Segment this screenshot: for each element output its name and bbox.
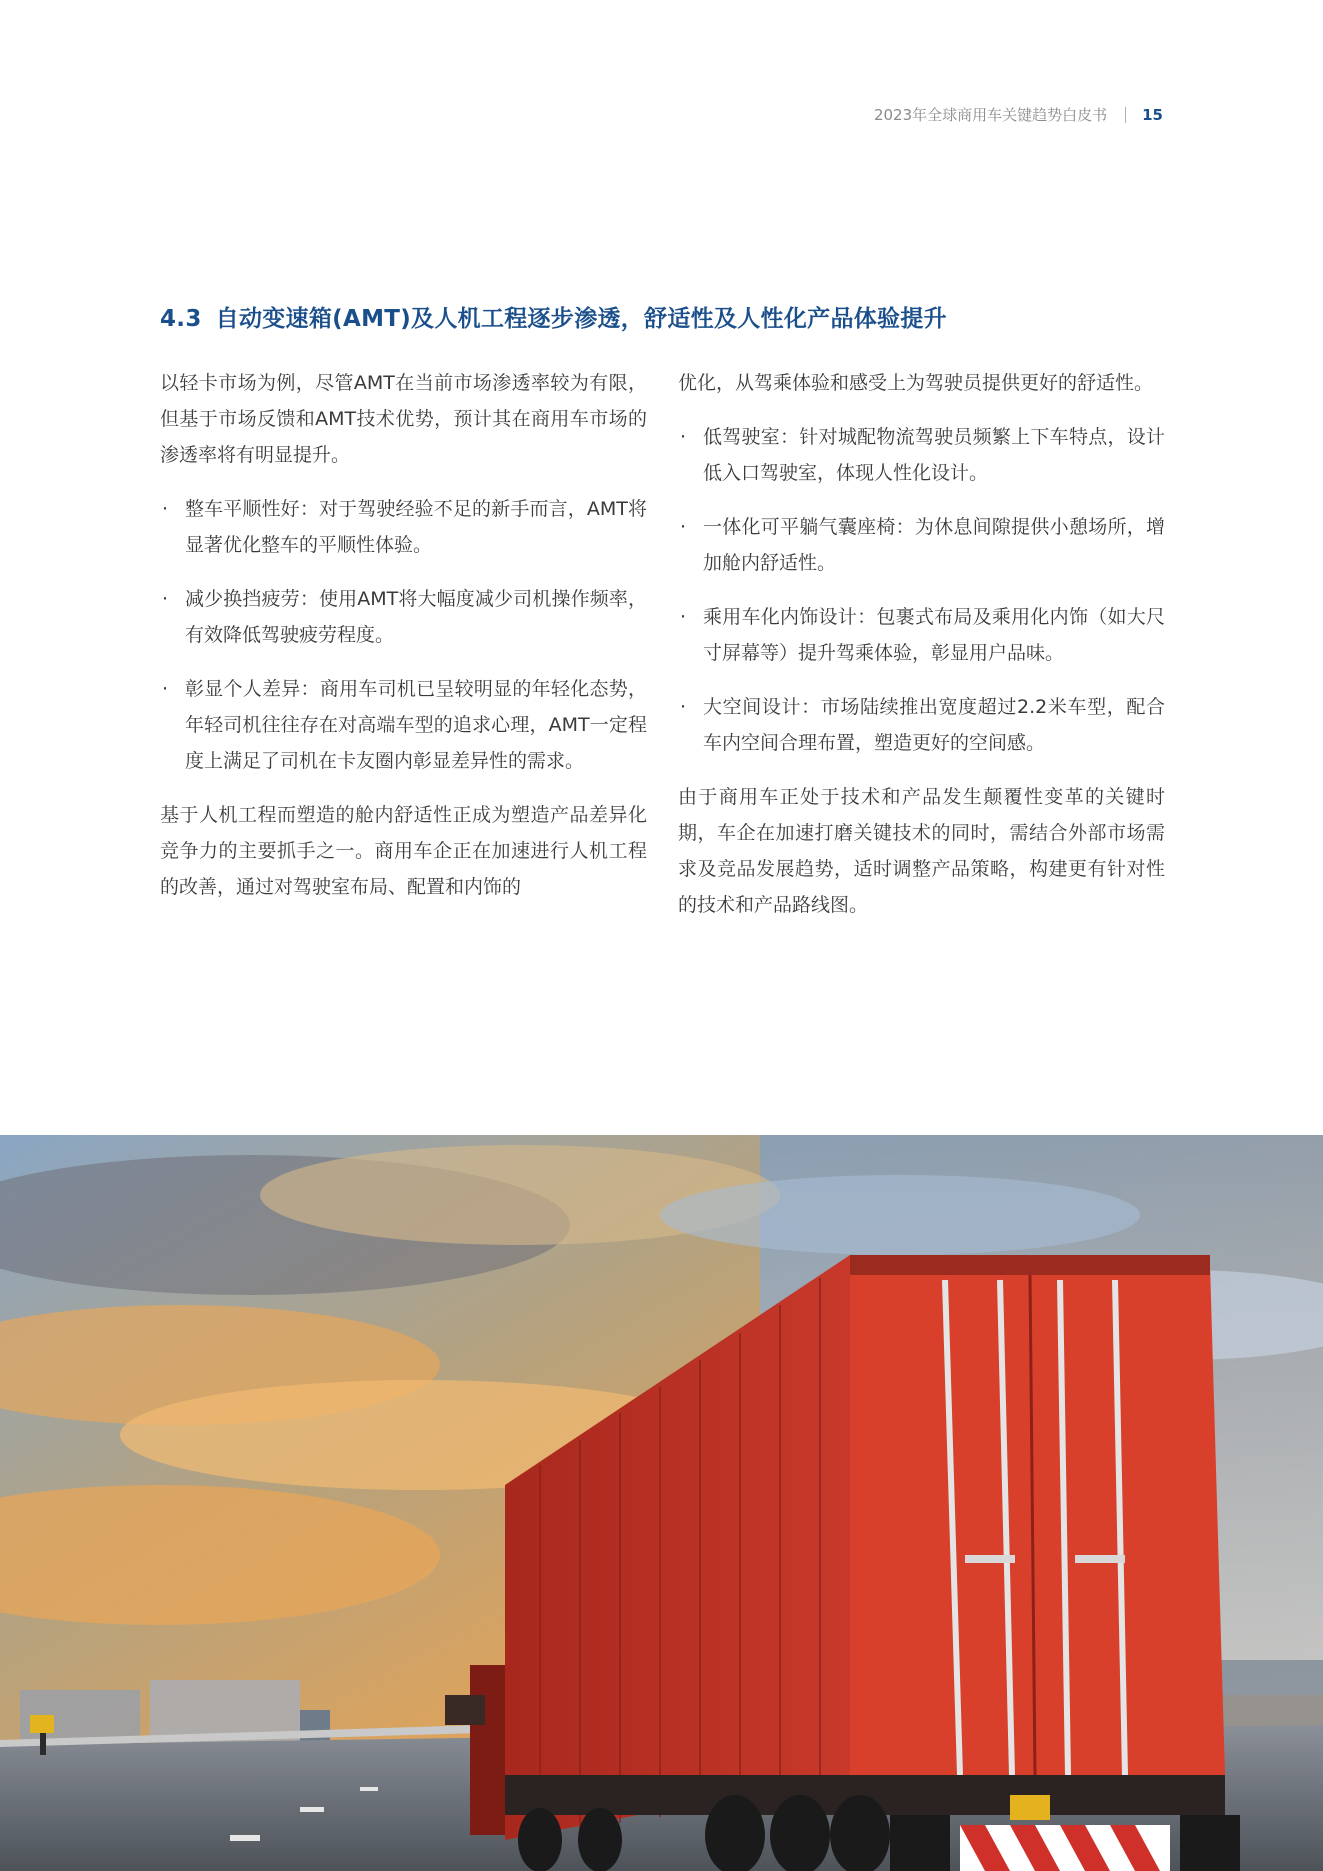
bullet-dot: · [162, 498, 169, 520]
right-bullet-list [678, 419, 1165, 761]
left-intro-paragraph: 以轻卡市场为例，尽管AMT在当前市场渗透率较为有限，但基于市场反馈和AMT技术优势，预计其在商用车市场的渗透率将有明显提升。 [160, 372, 647, 466]
section-heading [160, 300, 1170, 333]
bullet-dot: · [680, 426, 687, 448]
left-bullet-text: 整车平顺性好：对于驾驶经验不足的新手而言，AMT将显著优化整车的平顺性体验。 [185, 498, 647, 556]
truck-highway-photo [0, 1135, 1323, 1871]
left-bullet-text: 彰显个人差异：商用车司机已呈较明显的年轻化态势，年轻司机往往存在对高端车型的追求心理，AMT一定程度上满足了司机在卡友圈内彰显差异性的需求。 [185, 678, 647, 772]
bullet-dot: · [680, 696, 687, 718]
truck-illustration [0, 1135, 1323, 1871]
left-outro-paragraph: 基于人机工程而塑造的舱内舒适性正成为塑造产品差异化竞争力的主要抓手之一。商用车企正在加速进行人机工程的改善，通过对驾驶室布局、配置和内饰的 [160, 804, 647, 898]
running-header [874, 104, 1163, 125]
bullet-dot: · [162, 588, 169, 610]
right-bullet-text: 乘用车化内饰设计：包裹式布局及乘用化内饰（如大尺寸屏幕等）提升驾乘体验，彰显用户品味。 [703, 606, 1165, 664]
right-column [678, 365, 1165, 923]
right-bullet-text: 大空间设计：市场陆续推出宽度超过2.2米车型，配合车内空间合理布置，塑造更好的空间感。 [703, 696, 1165, 754]
right-bullet-item [678, 509, 1165, 581]
left-bullet-text: 减少换挡疲劳：使用AMT将大幅度减少司机操作频率，有效降低驾驶疲劳程度。 [185, 588, 647, 646]
page-number: 15 [1142, 105, 1163, 124]
bullet-dot: · [680, 606, 687, 628]
left-bullet-item [160, 491, 647, 563]
section-number: 4.3 [160, 306, 202, 332]
left-column [160, 365, 647, 905]
right-bullet-text: 低驾驶室：针对城配物流驾驶员频繁上下车特点，设计低入口驾驶室，体现人性化设计。 [703, 426, 1165, 484]
right-bullet-item [678, 419, 1165, 491]
right-outro-paragraph: 由于商用车正处于技术和产品发生颠覆性变革的关键时期，车企在加速打磨关键技术的同时，需结合外部市场需求及竞品发展趋势，适时调整产品策略，构建更有针对性的技术和产品路线图。 [678, 786, 1165, 916]
section-title-text: 自动变速箱(AMT)及人机工程逐步渗透，舒适性及人性化产品体验提升 [215, 306, 947, 332]
left-bullet-item [160, 671, 647, 779]
bullet-dot: · [162, 678, 169, 700]
bullet-dot: · [680, 516, 687, 538]
right-bullet-text: 一体化可平躺气囊座椅：为休息间隙提供小憩场所，增加舱内舒适性。 [703, 516, 1165, 574]
document-title: 2023年全球商用车关键趋势白皮书 [873, 106, 1108, 124]
header-divider [1125, 107, 1126, 123]
left-bullet-item [160, 581, 647, 653]
right-intro-paragraph: 优化，从驾乘体验和感受上为驾驶员提供更好的舒适性。 [678, 372, 1154, 394]
right-bullet-item [678, 599, 1165, 671]
right-bullet-item [678, 689, 1165, 761]
left-bullet-list [160, 491, 647, 779]
